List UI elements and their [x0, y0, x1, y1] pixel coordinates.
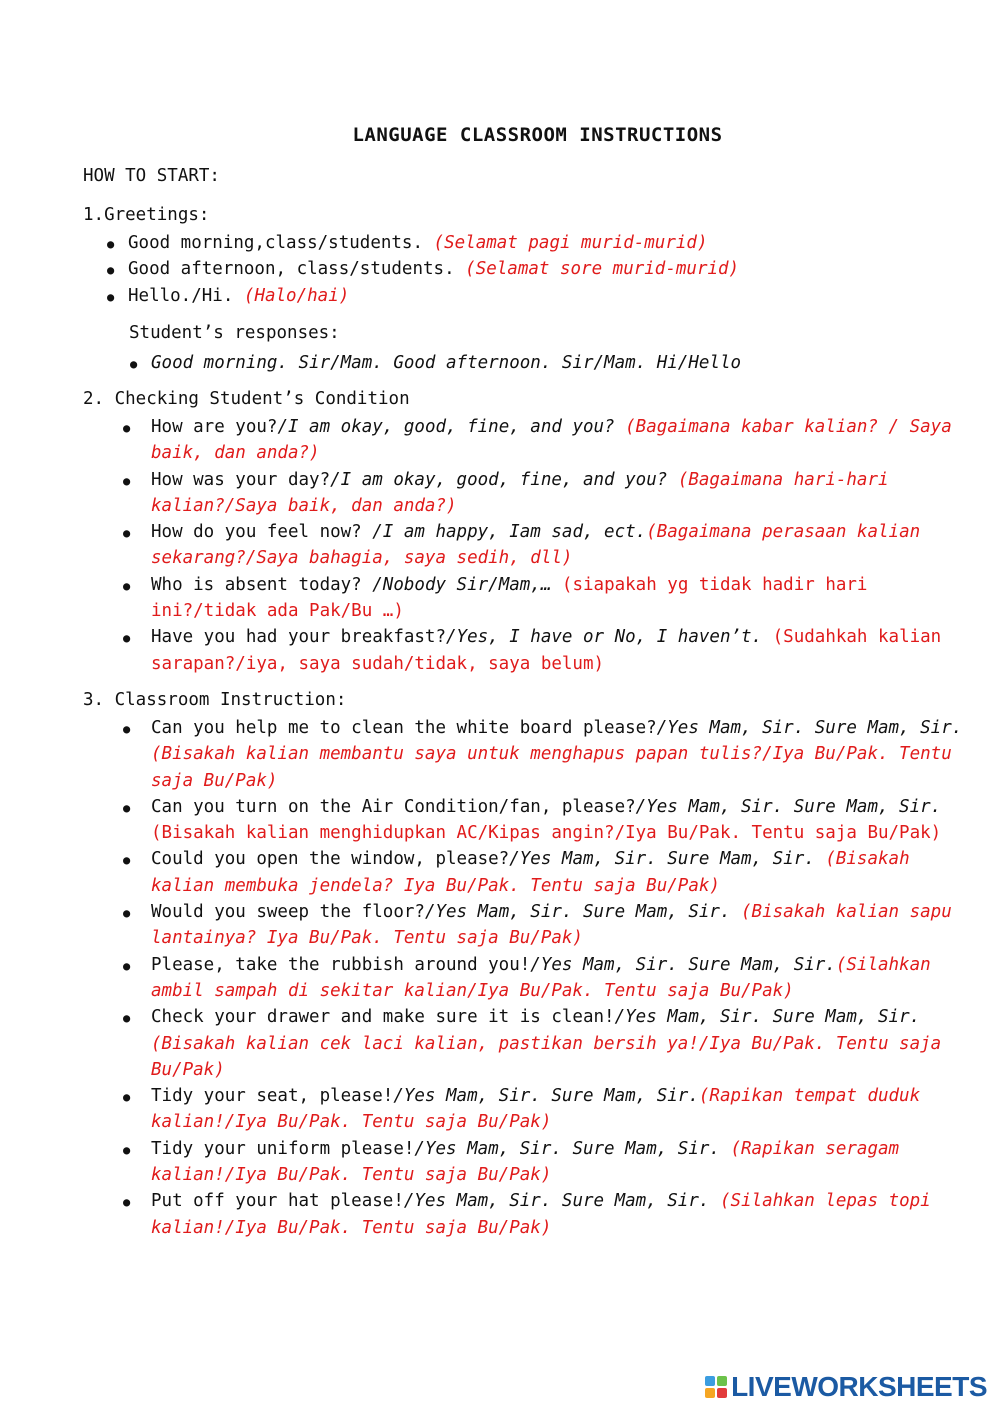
list-item: ● Good morning. Sir/Mam. Good afternoon. Sir/Mam. Hi/Hello — [151, 350, 971, 376]
item-text: How was your day? — [151, 469, 331, 490]
logo-square-icon — [717, 1376, 727, 1386]
list-item — [151, 519, 963, 572]
answer-text: /Yes Mam, Sir. Sure Mam, Sir. — [656, 718, 963, 738]
translation-text: (Bisakah kalian membuka jendela? Iya Bu/Pak. Tentu saja Bu/Pak) — [151, 849, 910, 896]
list-item — [151, 794, 963, 847]
answer-text: /Yes Mam, Sir. Sure Mam, Sir. — [530, 954, 836, 975]
liveworksheets-logo[interactable] — [705, 1370, 987, 1404]
answer-text: /Yes Mam, Sir. Sure Mam, Sir. — [424, 902, 742, 923]
list-item — [151, 715, 963, 794]
item-text: Tidy your seat, please! — [151, 1086, 394, 1107]
responses-list — [151, 350, 971, 376]
answer-text: /Yes Mam, Sir. Sure Mam, Sir. — [614, 1007, 921, 1028]
list-item — [151, 1136, 963, 1189]
answer-text: /Yes Mam, Sir. Sure Mam, Sir. — [635, 796, 942, 817]
condition-list — [151, 414, 963, 677]
translation-text: (Bisakah kalian sapu lantainya? Iya Bu/Pak. Tentu saja Bu/Pak) — [151, 902, 952, 949]
logo-text: LIVEWORKSHEETS — [731, 1371, 987, 1402]
list-item — [151, 414, 963, 467]
answer-text: /I am okay, good, fine, and you? — [330, 469, 678, 490]
list-item — [151, 467, 963, 520]
translation-text: (Selamat pagi murid-murid) — [433, 233, 708, 253]
item-text: How are you? — [151, 417, 278, 437]
translation-text: (Bagaimana hari-hari kalian?/Saya baik, dan anda?) — [151, 469, 889, 516]
item-text: Please, take the rubbish around you! — [151, 954, 531, 975]
answer-text: /I am happy, Iam sad, ect. — [372, 522, 647, 543]
item-text: Check your drawer and make sure it is clean! — [151, 1007, 615, 1028]
greetings-heading: 1.Greetings: — [83, 205, 210, 225]
answer-text: /Yes Mam, Sir. Sure Mam, Sir. — [393, 1086, 699, 1107]
answer-text: /Yes Mam, Sir. Sure Mam, Sir. — [414, 1138, 731, 1159]
translation-text: (Halo/hai) — [243, 285, 350, 306]
list-item — [151, 1188, 963, 1241]
list-item — [151, 1004, 963, 1083]
page-title: LANGUAGE CLASSROOM INSTRUCTIONS — [352, 124, 723, 146]
list-item — [151, 899, 963, 952]
answer-text: /Yes, I have or No, I haven’t. — [446, 627, 773, 648]
list-item — [151, 572, 963, 625]
item-text: How do you feel now? — [151, 522, 373, 543]
item-text: Good morning,class/students. — [128, 233, 434, 253]
item-text: Good afternoon, class/students. — [128, 259, 466, 280]
logo-square-icon — [705, 1376, 715, 1386]
instruction-heading: 3. Classroom Instruction: — [83, 690, 347, 710]
item-text: Can you help me to clean the white board please? — [151, 718, 657, 738]
responses-label: Student’s responses: — [129, 323, 340, 343]
translation-text: (Rapikan seragam kalian!/Iya Bu/Pak. Tentu saja Bu/Pak) — [151, 1138, 900, 1186]
translation-text: (Bagaimana perasaan kalian sekarang?/Saya bahagia, saya sedih, dll) — [151, 522, 921, 569]
translation-text: (Sudahkah kalian sarapan?/iya, saya sudah/tidak, saya belum) — [151, 627, 942, 674]
how-to-start-heading: HOW TO START: — [83, 166, 220, 186]
condition-heading: 2. Checking Student’s Condition — [83, 389, 410, 409]
logo-square-icon — [705, 1388, 715, 1398]
translation-text: (Bagaimana kabar kalian? / Saya baik, dan anda?) — [151, 417, 952, 464]
item-text: Would you sweep the floor? — [151, 902, 425, 923]
translation-text: (Bisakah kalian menghidupkan AC/Kipas angin?/Iya Bu/Pak. Tentu saja Bu/Pak) — [151, 823, 942, 844]
list-item — [151, 624, 963, 677]
answer-text: /Nobody Sir/Mam,… — [372, 574, 562, 595]
list-item — [128, 256, 988, 282]
list-item — [151, 952, 963, 1005]
item-text: Hello./Hi. — [128, 285, 244, 306]
list-item — [151, 846, 963, 899]
translation-text: (Rapikan tempat duduk kalian!/Iya Bu/Pak. Tentu saja Bu/Pak) — [151, 1086, 921, 1133]
logo-square-icon — [717, 1388, 727, 1398]
item-text: Who is absent today? — [151, 574, 373, 595]
translation-text: (Silahkan ambil sampah di sekitar kalian/Iya Bu/Pak. Tentu saja Bu/Pak) — [151, 954, 931, 1001]
translation-text: (Silahkan lepas topi kalian!/Iya Bu/Pak. Tentu saja Bu/Pak) — [151, 1191, 931, 1238]
list-item — [128, 230, 988, 256]
item-text: Tidy your uniform please! — [151, 1138, 415, 1159]
item-text: Can you turn on the Air Condition/fan, please? — [151, 796, 636, 817]
answer-text: /Yes Mam, Sir. Sure Mam, Sir. — [509, 849, 826, 870]
translation-text: (siapakah yg tidak hadir hari ini?/tidak ada Pak/Bu …) — [151, 574, 868, 622]
item-text: Have you had your breakfast? — [151, 627, 447, 648]
item-text: Could you open the window, please? — [151, 849, 510, 870]
item-text: Put off your hat please! — [151, 1191, 404, 1212]
answer-text: /I am okay, good, fine, and you? — [277, 417, 626, 437]
instruction-list — [151, 715, 963, 1241]
translation-text: (Bisakah kalian cek laci kalian, pastikan bersih ya!/Iya Bu/Pak. Tentu saja Bu/Pak) — [151, 1033, 942, 1080]
translation-text: (Bisakah kalian membantu saya untuk menghapus papan tulis?/Iya Bu/Pak. Tentu saja Bu/Pak) — [151, 744, 952, 791]
translation-text: (Selamat sore murid-murid) — [465, 259, 740, 280]
list-item — [151, 1083, 963, 1136]
answer-text: /Yes Mam, Sir. Sure Mam, Sir. — [403, 1191, 720, 1212]
logo-mark-icon — [705, 1376, 727, 1398]
greetings-list — [128, 230, 988, 309]
list-item — [128, 283, 988, 309]
